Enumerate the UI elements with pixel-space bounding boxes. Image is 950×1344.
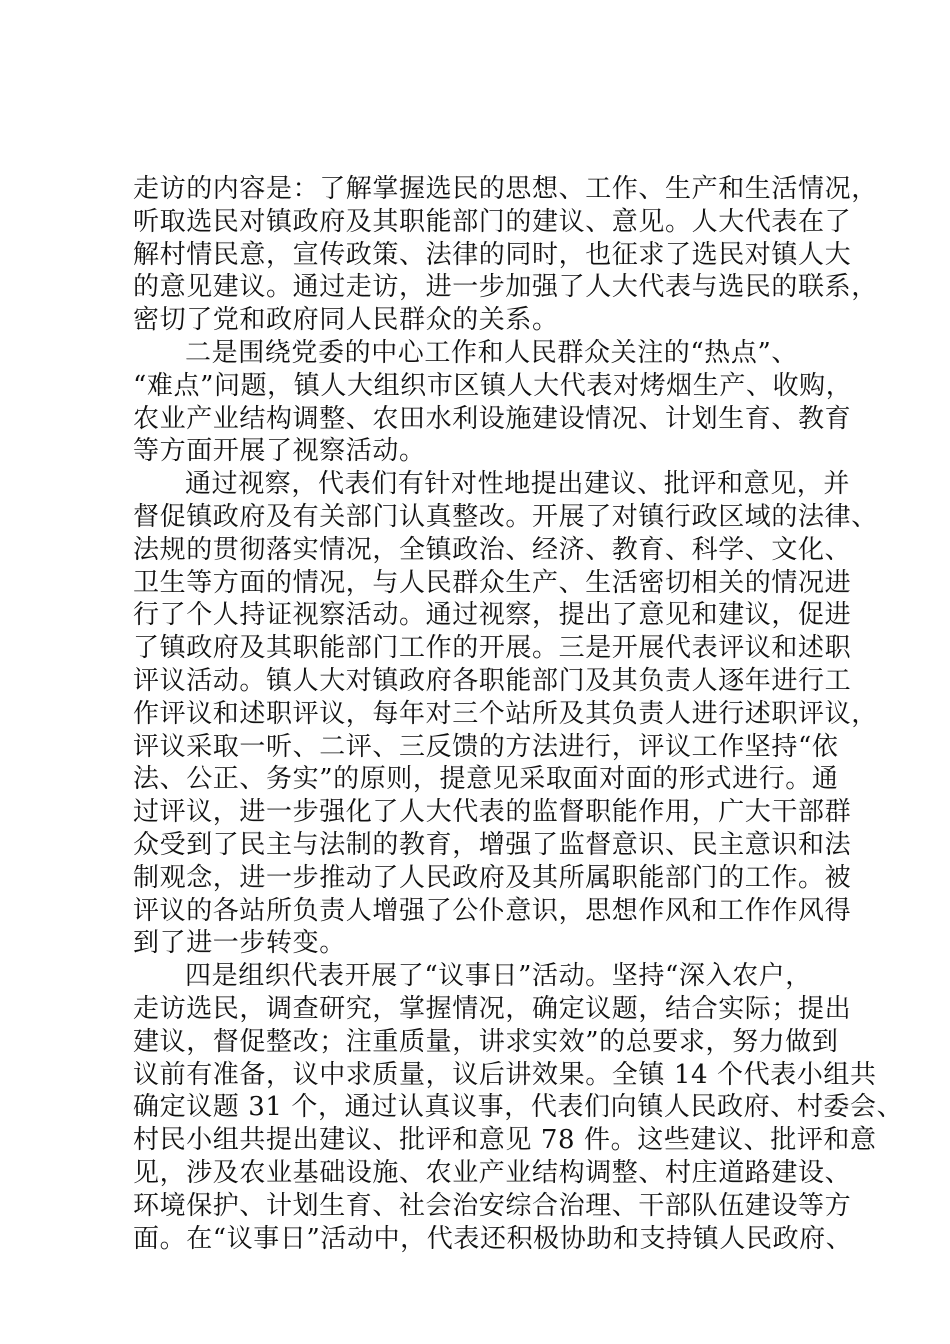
text-line: 面。在“议事日”活动中，代表还积极协助和支持镇人民政府、	[133, 1223, 853, 1254]
text-line: 行了个人持证视察活动。通过视察，提出了意见和建议，促进	[133, 600, 852, 631]
text-line: 走访选民，调查研究，掌握情况，确定议题，结合实际；提出	[133, 993, 852, 1024]
text-line: 见，涉及农业基础设施、农业产业结构调整、村庄道路建设、	[133, 1157, 852, 1188]
text-line: 督促镇政府及有关部门认真整改。开展了对镇行政区域的法律、	[133, 501, 878, 532]
paragraph-first-line: 二是围绕党委的中心工作和人民群众关注的“热点”、	[185, 337, 798, 368]
text-line: 法、公正、务实”的原则，提意见采取面对面的形式进行。通	[133, 764, 839, 795]
text-line: 环境保护、计划生育、社会治安综合治理、干部队伍建设等方	[133, 1190, 852, 1221]
text-line: 卫生等方面的情况，与人民群众生产、生活密切相关的情况进	[133, 567, 852, 598]
text-line: 评议的各站所负责人增强了公仆意识，思想作风和工作作风得	[133, 895, 852, 926]
text-line: 农业产业结构调整、农田水利设施建设情况、计划生育、教育	[133, 403, 852, 434]
text-line: “难点”问题，镇人大组织市区镇人大代表对烤烟生产、收购，	[133, 370, 853, 401]
text-line: 过评议，进一步强化了人大代表的监督职能作用，广大干部群	[133, 797, 852, 828]
text-line: 等方面开展了视察活动。	[133, 436, 426, 467]
text-line: 听取选民对镇政府及其职能部门的建议、意见。人大代表在了	[133, 206, 852, 237]
text-line: 法规的贯彻落实情况，全镇政治、经济、教育、科学、文化、	[133, 534, 852, 565]
text-line: 村民小组共提出建议、批评和意见 78 件。这些建议、批评和意	[133, 1125, 877, 1156]
text-line: 确定议题 31 个，通过认真议事，代表们向镇人民政府、村委会、	[133, 1092, 904, 1123]
text-line: 众受到了民主与法制的教育，增强了监督意识、民主意识和法	[133, 829, 852, 860]
text-line: 到了进一步转变。	[133, 928, 346, 959]
text-line: 建议，督促整改；注重质量，讲求实效”的总要求，努力做到	[133, 1026, 839, 1057]
text-line: 密切了党和政府同人民群众的关系。	[133, 305, 559, 336]
text-line: 评议活动。镇人大对镇政府各职能部门及其负责人逐年进行工	[133, 665, 852, 696]
text-line: 的意见建议。通过走访，进一步加强了人大代表与选民的联系，	[133, 272, 878, 303]
paragraph-first-line: 通过视察，代表们有针对性地提出建议、批评和意见，并	[185, 469, 851, 500]
text-line: 制观念，进一步推动了人民政府及其所属职能部门的工作。被	[133, 862, 852, 893]
paragraph-first-line: 四是组织代表开展了“议事日”活动。坚持“深入农户，	[185, 961, 812, 992]
body-text	[133, 173, 904, 1255]
text-line: 议前有准备，议中求质量，议后讲效果。全镇 14 个代表小组共	[133, 1059, 877, 1090]
text-line: 走访的内容是：了解掌握选民的思想、工作、生产和生活情况，	[133, 174, 878, 204]
text-line: 评议采取一听、二评、三反馈的方法进行，评议工作坚持“依	[133, 731, 839, 762]
text-line: 作评议和述职评议，每年对三个站所及其负责人进行述职评议，	[133, 698, 878, 729]
text-line: 了镇政府及其职能部门工作的开展。三是开展代表评议和述职	[133, 633, 852, 664]
text-line: 解村情民意，宣传政策、法律的同时，也征求了选民对镇人大	[133, 239, 852, 270]
